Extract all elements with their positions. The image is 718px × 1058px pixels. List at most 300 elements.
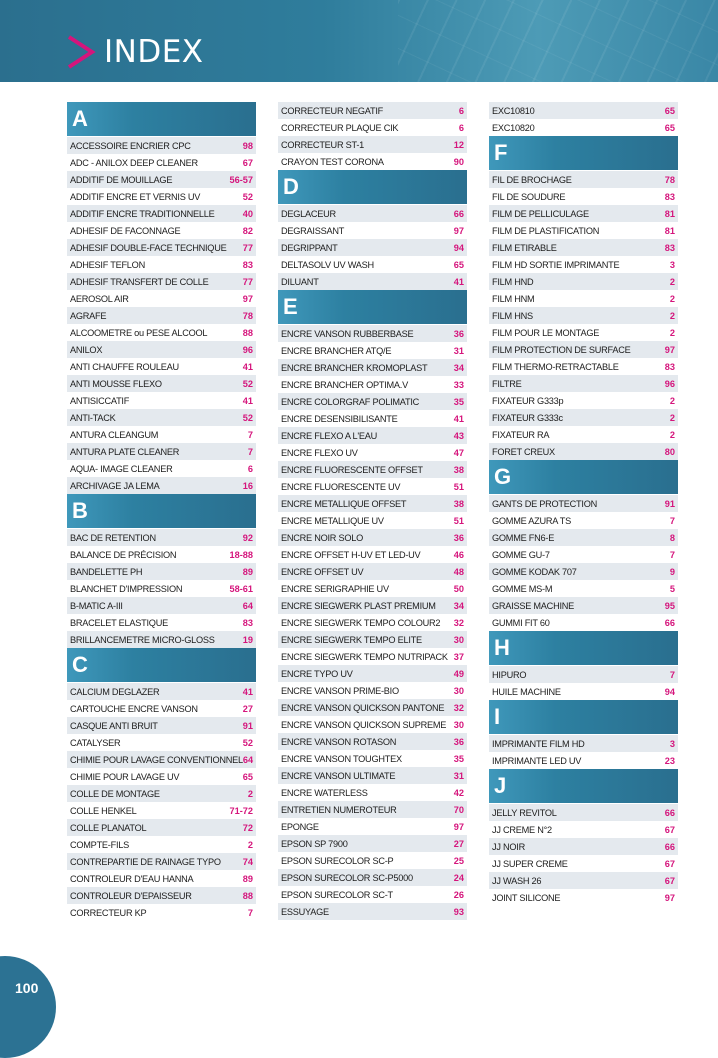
- entry-page: 9: [669, 566, 675, 577]
- entry-page: 3: [669, 738, 675, 749]
- entry-page: 64: [242, 600, 253, 611]
- entry-page: 52: [242, 412, 253, 423]
- entry-page: 49: [453, 668, 464, 679]
- index-entry: [67, 443, 256, 460]
- index-entry: [278, 801, 467, 818]
- entry-page: 2: [247, 788, 253, 799]
- index-entry: [278, 461, 467, 478]
- entry-page: 83: [664, 242, 675, 253]
- entry-name: COLLE PLANATOL: [70, 822, 147, 833]
- entry-page: 90: [453, 156, 464, 167]
- entry-name: CATALYSER: [70, 737, 121, 748]
- entry-page: 41: [242, 395, 253, 406]
- index-entry: [67, 785, 256, 802]
- entry-name: JJ NOIR: [492, 841, 525, 852]
- index-entry: [67, 904, 256, 921]
- index-entry: [489, 804, 678, 821]
- entry-page: 2: [669, 327, 675, 338]
- index-entry: [278, 342, 467, 359]
- entry-name: ADC - ANILOX DEEP CLEANER: [70, 157, 198, 168]
- entry-page: 97: [242, 293, 253, 304]
- entry-name: FIXATEUR G333p: [492, 395, 564, 406]
- entry-page: 88: [242, 890, 253, 901]
- entry-name: JJ WASH 26: [492, 875, 542, 886]
- entry-name: GOMME MS-M: [492, 583, 553, 594]
- entry-name: ENCRE METALLIQUE OFFSET: [281, 498, 407, 509]
- index-entry: [489, 495, 678, 512]
- entry-page: 37: [453, 651, 464, 662]
- index-entry: [67, 853, 256, 870]
- entry-name: FIL DE SOUDURE: [492, 191, 566, 202]
- entry-name: FIL DE BROCHAGE: [492, 174, 572, 185]
- entry-page: 81: [664, 208, 675, 219]
- entry-page: 32: [453, 617, 464, 628]
- entry-name: DEGRIPPANT: [281, 242, 338, 253]
- index-entry: [489, 735, 678, 752]
- entry-name: ENCRE BRANCHER OPTIMA.V: [281, 379, 408, 390]
- index-entry: [278, 631, 467, 648]
- entry-name: ENCRE VANSON ROTASON: [281, 736, 397, 747]
- entry-name: COLLE DE MONTAGE: [70, 788, 160, 799]
- entry-page: 30: [453, 719, 464, 730]
- index-entry: [278, 767, 467, 784]
- index-entry: [67, 683, 256, 700]
- index-entry: [67, 819, 256, 836]
- entry-name: BRACELET ELASTIQUE: [70, 617, 168, 628]
- entry-page: 51: [453, 481, 464, 492]
- section-letter-e: E: [278, 290, 467, 324]
- chevron-right-icon: [66, 34, 96, 70]
- index-entry: [278, 716, 467, 733]
- entry-page: 50: [453, 583, 464, 594]
- index-entry: [67, 341, 256, 358]
- entry-name: GOMME KODAK 707: [492, 566, 577, 577]
- section-letter-h: H: [489, 631, 678, 665]
- page-header: [0, 0, 718, 82]
- index-entry: [489, 239, 678, 256]
- entry-page: 31: [453, 345, 464, 356]
- index-entry: [67, 409, 256, 426]
- index-entry: [278, 903, 467, 920]
- index-entry: [278, 580, 467, 597]
- index-entry: [489, 821, 678, 838]
- index-entry: [67, 358, 256, 375]
- index-entry: [67, 836, 256, 853]
- entry-name: CORRECTEUR ST-1: [281, 139, 365, 150]
- entry-page: 92: [242, 532, 253, 543]
- entry-name: FILM HD SORTIE IMPRIMANTE: [492, 259, 620, 270]
- entry-page: 16: [242, 480, 253, 491]
- entry-name: ENCRE FLUORESCENTE UV: [281, 481, 401, 492]
- entry-name: FILM HNS: [492, 310, 533, 321]
- entry-page: 36: [453, 736, 464, 747]
- entry-name: FILM HNM: [492, 293, 535, 304]
- entry-page: 67: [664, 875, 675, 886]
- entry-page: 72: [242, 822, 253, 833]
- entry-page: 71-72: [229, 805, 253, 816]
- index-entry: [489, 307, 678, 324]
- entry-page: 94: [453, 242, 464, 253]
- entry-name: JJ SUPER CREME: [492, 858, 568, 869]
- entry-name: ADHESIF DOUBLE-FACE TECHNIQUE: [70, 242, 227, 253]
- entry-page: 41: [242, 686, 253, 697]
- index-entry: [278, 512, 467, 529]
- index-entry: [489, 273, 678, 290]
- entry-name: ENCRE METALLIQUE UV: [281, 515, 384, 526]
- index-entry: [278, 153, 467, 170]
- entry-page: 35: [453, 396, 464, 407]
- entry-name: GOMME GU-7: [492, 549, 550, 560]
- entry-name: CARTOUCHE ENCRE VANSON: [70, 703, 198, 714]
- entry-name: CALCIUM DEGLAZER: [70, 686, 160, 697]
- entry-name: ENCRE SIEGWERK TEMPO ELITE: [281, 634, 422, 645]
- entry-name: FILM DE PELLICULAGE: [492, 208, 589, 219]
- index-entry: [489, 683, 678, 700]
- entry-name: ENCRE SIEGWERK TEMPO NUTRIPACK: [281, 651, 448, 662]
- index-entry: [278, 852, 467, 869]
- entry-page: 41: [242, 361, 253, 372]
- entry-name: FILM HND: [492, 276, 534, 287]
- page-number-badge: [0, 956, 56, 1058]
- entry-page: 2: [669, 276, 675, 287]
- entry-page: 47: [453, 447, 464, 458]
- index-entry: [278, 222, 467, 239]
- index-entry: [278, 205, 467, 222]
- entry-name: CASQUE ANTI BRUIT: [70, 720, 158, 731]
- entry-name: CHIMIE POUR LAVAGE UV: [70, 771, 180, 782]
- entry-page: 83: [242, 259, 253, 270]
- entry-page: 48: [453, 566, 464, 577]
- entry-page: 83: [664, 191, 675, 202]
- section-letter-i: I: [489, 700, 678, 734]
- entry-name: ANTURA PLATE CLEANER: [70, 446, 180, 457]
- entry-page: 41: [453, 413, 464, 424]
- entry-name: GUMMI FIT 60: [492, 617, 550, 628]
- entry-page: 58-61: [229, 583, 253, 594]
- index-entry: [489, 171, 678, 188]
- index-entry: [278, 614, 467, 631]
- index-entry: [278, 835, 467, 852]
- index-entry: [67, 717, 256, 734]
- entry-page: 66: [664, 807, 675, 818]
- entry-page: 78: [242, 310, 253, 321]
- entry-name: IMPRIMANTE FILM HD: [492, 738, 585, 749]
- index-entry: [67, 154, 256, 171]
- entry-page: 2: [669, 429, 675, 440]
- index-entry: [67, 597, 256, 614]
- entry-name: ENCRE VANSON QUICKSON SUPREME: [281, 719, 447, 730]
- index-entry: [278, 359, 467, 376]
- entry-name: AEROSOL AIR: [70, 293, 129, 304]
- index-column-2: [278, 102, 467, 920]
- title-wrap: [66, 30, 204, 74]
- index-entry: [278, 119, 467, 136]
- entry-name: ENCRE SIEGWERK PLAST PREMIUM: [281, 600, 436, 611]
- index-entry: [278, 784, 467, 801]
- index-entry: [489, 614, 678, 631]
- entry-page: 70: [453, 804, 464, 815]
- index-entry: [67, 887, 256, 904]
- index-entry: [278, 444, 467, 461]
- entry-page: 7: [669, 669, 675, 680]
- entry-name: ENCRE COLORGRAF POLIMATIC: [281, 396, 420, 407]
- index-entry: [67, 546, 256, 563]
- index-entry: [278, 750, 467, 767]
- entry-name: ENCRE FLEXO A L'EAU: [281, 430, 378, 441]
- entry-page: 24: [453, 872, 464, 883]
- index-entry: [278, 886, 467, 903]
- entry-page: 38: [453, 464, 464, 475]
- section-letter-d: D: [278, 170, 467, 204]
- entry-page: 19: [242, 634, 253, 645]
- entry-page: 77: [242, 242, 253, 253]
- entry-name: ANTISICCATIF: [70, 395, 130, 406]
- entry-name: COLLE HENKEL: [70, 805, 137, 816]
- entry-page: 81: [664, 225, 675, 236]
- entry-page: 5: [669, 583, 675, 594]
- index-entry: [489, 872, 678, 889]
- index-entry: [67, 239, 256, 256]
- entry-name: GOMME FN6-E: [492, 532, 555, 543]
- entry-name: ENCRE VANSON ULTIMATE: [281, 770, 396, 781]
- entry-name: FILM POUR LE MONTAGE: [492, 327, 600, 338]
- entry-page: 98: [242, 140, 253, 151]
- entry-name: ADDITIF ENCRE TRADITIONNELLE: [70, 208, 215, 219]
- entry-page: 36: [453, 328, 464, 339]
- entry-name: ENCRE WATERLESS: [281, 787, 368, 798]
- index-entry: [489, 889, 678, 906]
- index-entry: [278, 682, 467, 699]
- index-entry: [67, 188, 256, 205]
- index-entry: [489, 512, 678, 529]
- entry-name: FILM DE PLASTIFICATION: [492, 225, 600, 236]
- entry-name: GOMME AZURA TS: [492, 515, 572, 526]
- entry-name: BALANCE DE PRÉCISION: [70, 549, 177, 560]
- entry-page: 42: [453, 787, 464, 798]
- index-entry: [67, 171, 256, 188]
- index-entry: [489, 563, 678, 580]
- entry-name: FILTRE: [492, 378, 522, 389]
- entry-page: 18-88: [229, 549, 253, 560]
- index-entry: [67, 460, 256, 477]
- entry-name: DELTASOLV UV WASH: [281, 259, 374, 270]
- entry-page: 66: [453, 208, 464, 219]
- entry-name: EPSON SURECOLOR SC-T: [281, 889, 393, 900]
- index-entry: [278, 597, 467, 614]
- index-entry: [278, 563, 467, 580]
- entry-name: AQUA- IMAGE CLEANER: [70, 463, 173, 474]
- entry-page: 27: [242, 703, 253, 714]
- entry-name: ENCRE TYPO UV: [281, 668, 353, 679]
- entry-page: 27: [453, 838, 464, 849]
- entry-page: 96: [664, 378, 675, 389]
- entry-page: 67: [664, 858, 675, 869]
- index-entry: [67, 222, 256, 239]
- index-entry: [489, 324, 678, 341]
- entry-page: 52: [242, 737, 253, 748]
- entry-page: 3: [669, 259, 675, 270]
- entry-name: DEGRAISSANT: [281, 225, 345, 236]
- entry-name: FORET CREUX: [492, 446, 555, 457]
- entry-name: ENCRE VANSON PRIME-BIO: [281, 685, 399, 696]
- entry-name: CORRECTEUR NEGATIF: [281, 105, 384, 116]
- entry-page: 2: [669, 412, 675, 423]
- index-entry: [278, 699, 467, 716]
- entry-name: ADHESIF DE FACONNAGE: [70, 225, 181, 236]
- index-entry: [67, 768, 256, 785]
- index-entry: [489, 443, 678, 460]
- entry-page: 7: [247, 429, 253, 440]
- index-entry: [67, 426, 256, 443]
- entry-page: 80: [664, 446, 675, 457]
- entry-name: EXC10810: [492, 105, 535, 116]
- index-entry: [278, 102, 467, 119]
- entry-name: DEGLACEUR: [281, 208, 336, 219]
- entry-name: HUILE MACHINE: [492, 686, 561, 697]
- entry-name: JOINT SILICONE: [492, 892, 561, 903]
- entry-page: 6: [458, 105, 464, 116]
- index-entry: [489, 666, 678, 683]
- entry-name: FIXATEUR RA: [492, 429, 550, 440]
- entry-name: ENCRE VANSON TOUGHTEX: [281, 753, 402, 764]
- index-entry: [278, 273, 467, 290]
- index-entry: [67, 307, 256, 324]
- entry-name: AGRAFE: [70, 310, 107, 321]
- index-entry: [278, 393, 467, 410]
- index-entry: [67, 273, 256, 290]
- entry-page: 34: [453, 600, 464, 611]
- entry-name: CONTROLEUR D'EAU HANNA: [70, 873, 194, 884]
- entry-name: GANTS DE PROTECTION: [492, 498, 597, 509]
- entry-page: 78: [664, 174, 675, 185]
- entry-name: ENCRE BRANCHER KROMOPLAST: [281, 362, 428, 373]
- entry-name: EPSON SURECOLOR SC-P5000: [281, 872, 413, 883]
- entry-page: 30: [453, 634, 464, 645]
- entry-name: BRILLANCEMETRE MICRO-GLOSS: [70, 634, 215, 645]
- index-entry: [489, 392, 678, 409]
- index-entry: [278, 733, 467, 750]
- entry-name: ENTRETIEN NUMEROTEUR: [281, 804, 397, 815]
- entry-name: EXC10820: [492, 122, 535, 133]
- index-entry: [489, 597, 678, 614]
- entry-page: 91: [664, 498, 675, 509]
- entry-name: BLANCHET D'IMPRESSION: [70, 583, 183, 594]
- section-letter-j: J: [489, 769, 678, 803]
- entry-page: 46: [453, 549, 464, 560]
- entry-page: 7: [669, 515, 675, 526]
- index-entry: [489, 119, 678, 136]
- entry-name: DILUANT: [281, 276, 319, 287]
- index-column-1: [67, 102, 256, 921]
- entry-name: EPONGE: [281, 821, 319, 832]
- section-letter-g: G: [489, 460, 678, 494]
- entry-page: 7: [247, 446, 253, 457]
- entry-name: ENCRE VANSON QUICKSON PANTONE: [281, 702, 445, 713]
- entry-name: ADHESIF TRANSFERT DE COLLE: [70, 276, 209, 287]
- entry-page: 65: [453, 259, 464, 270]
- entry-name: GRAISSE MACHINE: [492, 600, 575, 611]
- index-entry: [489, 426, 678, 443]
- index-column-3: [489, 102, 678, 906]
- entry-page: 52: [242, 378, 253, 389]
- entry-page: 91: [242, 720, 253, 731]
- entry-page: 83: [242, 617, 253, 628]
- index-entry: [67, 700, 256, 717]
- entry-name: CORRECTEUR KP: [70, 907, 147, 918]
- entry-page: 66: [664, 841, 675, 852]
- entry-name: B-MATIC A-III: [70, 600, 123, 611]
- entry-page: 31: [453, 770, 464, 781]
- index-entry: [67, 324, 256, 341]
- index-entry: [67, 751, 256, 768]
- index-entry: [278, 818, 467, 835]
- index-entry: [278, 256, 467, 273]
- entry-page: 25: [453, 855, 464, 866]
- entry-page: 32: [453, 702, 464, 713]
- entry-page: 7: [247, 907, 253, 918]
- entry-name: ENCRE NOIR SOLO: [281, 532, 364, 543]
- entry-name: FIXATEUR G333c: [492, 412, 563, 423]
- index-entry: [278, 410, 467, 427]
- index-entry: [489, 752, 678, 769]
- entry-name: EPSON SURECOLOR SC-P: [281, 855, 394, 866]
- entry-page: 65: [664, 105, 675, 116]
- entry-name: EPSON SP 7900: [281, 838, 348, 849]
- index-entry: [489, 290, 678, 307]
- entry-page: 89: [242, 566, 253, 577]
- index-entry: [67, 631, 256, 648]
- index-entry: [67, 734, 256, 751]
- entry-page: 89: [242, 873, 253, 884]
- index-entry: [67, 205, 256, 222]
- entry-page: 34: [453, 362, 464, 373]
- entry-page: 65: [664, 122, 675, 133]
- entry-name: FILM PROTECTION DE SURFACE: [492, 344, 631, 355]
- entry-page: 67: [242, 157, 253, 168]
- index-entry: [67, 290, 256, 307]
- index-entry: [489, 838, 678, 855]
- index-entry: [489, 222, 678, 239]
- entry-page: 97: [664, 892, 675, 903]
- index-entry: [278, 325, 467, 342]
- entry-page: 94: [664, 686, 675, 697]
- entry-name: CORRECTEUR PLAQUE CIK: [281, 122, 399, 133]
- entry-page: 96: [242, 344, 253, 355]
- entry-page: 97: [664, 344, 675, 355]
- entry-name: ENCRE SERIGRAPHIE UV: [281, 583, 389, 594]
- index-entry: [489, 341, 678, 358]
- section-letter-a: A: [67, 102, 256, 136]
- entry-page: 6: [247, 463, 253, 474]
- entry-page: 30: [453, 685, 464, 696]
- entry-page: 97: [453, 821, 464, 832]
- index-entry: [278, 376, 467, 393]
- section-letter-c: C: [67, 648, 256, 682]
- entry-page: 26: [453, 889, 464, 900]
- entry-name: HIPURO: [492, 669, 527, 680]
- entry-name: ADDITIF ENCRE ET VERNIS UV: [70, 191, 201, 202]
- index-entry: [67, 529, 256, 546]
- entry-name: ANTURA CLEANGUM: [70, 429, 159, 440]
- index-entry: [489, 375, 678, 392]
- section-letter-b: B: [67, 494, 256, 528]
- entry-name: ANTI MOUSSE FLEXO: [70, 378, 162, 389]
- entry-page: 51: [453, 515, 464, 526]
- entry-page: 67: [664, 824, 675, 835]
- entry-name: IMPRIMANTE LED UV: [492, 755, 582, 766]
- entry-page: 95: [664, 600, 675, 611]
- entry-name: ADHESIF TEFLON: [70, 259, 145, 270]
